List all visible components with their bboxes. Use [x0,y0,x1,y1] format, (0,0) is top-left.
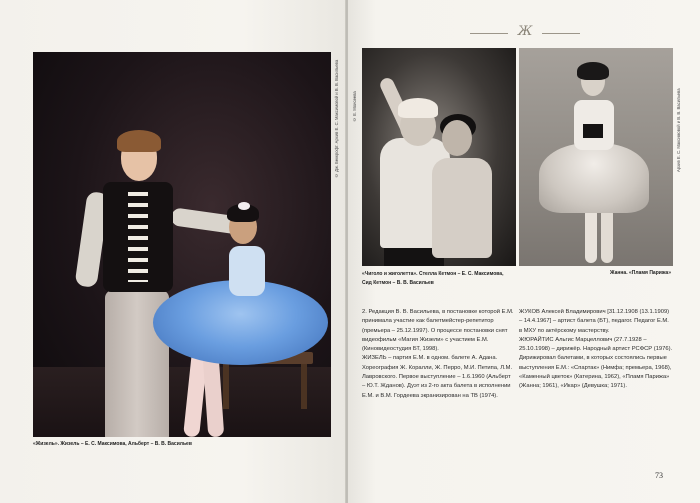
paragraph: ЖУКОВ Алексей Владимирович [31.12.1908 (13.1.1909) – 14.4.1967] – артист балета (БТ), педагог. Педагог Е.М. в МХУ по актёрскому мастерству. [519,309,670,334]
photo-credit: Архив Е. С. Максимовой и В. В. Васильева [676,88,681,172]
giselle-photo [33,52,331,437]
photo-credit: © Дж. Беккрофт. Архив Е. С. Максимовой и В. В. Васильева [334,59,339,178]
dancer-hair [398,98,438,118]
dancer-hair [577,62,609,80]
left-page [0,0,346,503]
page-number: 73 [655,471,663,480]
dancer-skirt [539,143,649,213]
text-column [519,308,673,392]
paragraph: ЖИЗЕЛЬ – партия Е.М. в одном. балете А. Адана. Хореография Ж. Коралли, Ж. Перро, М.И. Петипа, Л.М. Лавровского. Первое выступление – 1.6.1960 (Альберт – Ю.Т. Жданов). Дуэт из 2-го акта балета в исполнении Е.М. и В.М. Гордеева экранизирован на ТВ (1974). [362,355,513,399]
photo-caption: «Чиголо и жиголетта». Стелла Кетмон – Е. С. Максимова, Сид Кетмон – В. В. Васильев [362,271,504,286]
dancer-giselle-bodice [229,246,265,296]
header-ornament: Ж [517,24,533,39]
dancer-leg [601,208,613,263]
vest-lacing [128,192,148,282]
bench-leg [223,364,229,409]
photo-caption: Жанна. «Пламя Парижа» [610,270,671,276]
dancer-head [442,120,472,156]
paragraph: 2. Редакция В. В. Васильева, в постановке которой Е.М. принимала участие как балетмейстер-репетитор (премьера – 25.12.1997). О процессе постановки снят видеофильм «Магия Жизели» с участием Е.М. (Киновидеостудия БТ, 1998). [362,309,514,353]
text-column [362,308,514,401]
paragraph: ЖЮРАЙТИС Альгис Марцеллович (27.7.1928 – 25.10.1998) – дирижёр. Народный артист РСФСР (1976). Дирижировал балетами, в которых состоялись первые выступления Е.М.: «Спартак» (Нимфа; премьера, 1968), «Каменный цветок» (Катерина, 1962), «Пламя Парижа» (Жанна; 1961), «Икар» (Девушка; 1971). [519,336,673,390]
photo-credit: © Е. Моисеева [352,91,357,122]
jeanne-photo [519,48,673,266]
dancer-dress [432,158,492,258]
bench-leg [301,364,307,409]
held-book [583,124,603,138]
dancer-albrecht-hair [117,130,161,152]
stage-floor [33,367,331,437]
hair-flower [238,202,250,210]
photo-caption: «Жизель». Жизель – Е. С. Максимова, Альберт – В. В. Васильев [33,441,192,447]
cigolo-photo [362,48,516,266]
dancer-leg [585,208,597,263]
